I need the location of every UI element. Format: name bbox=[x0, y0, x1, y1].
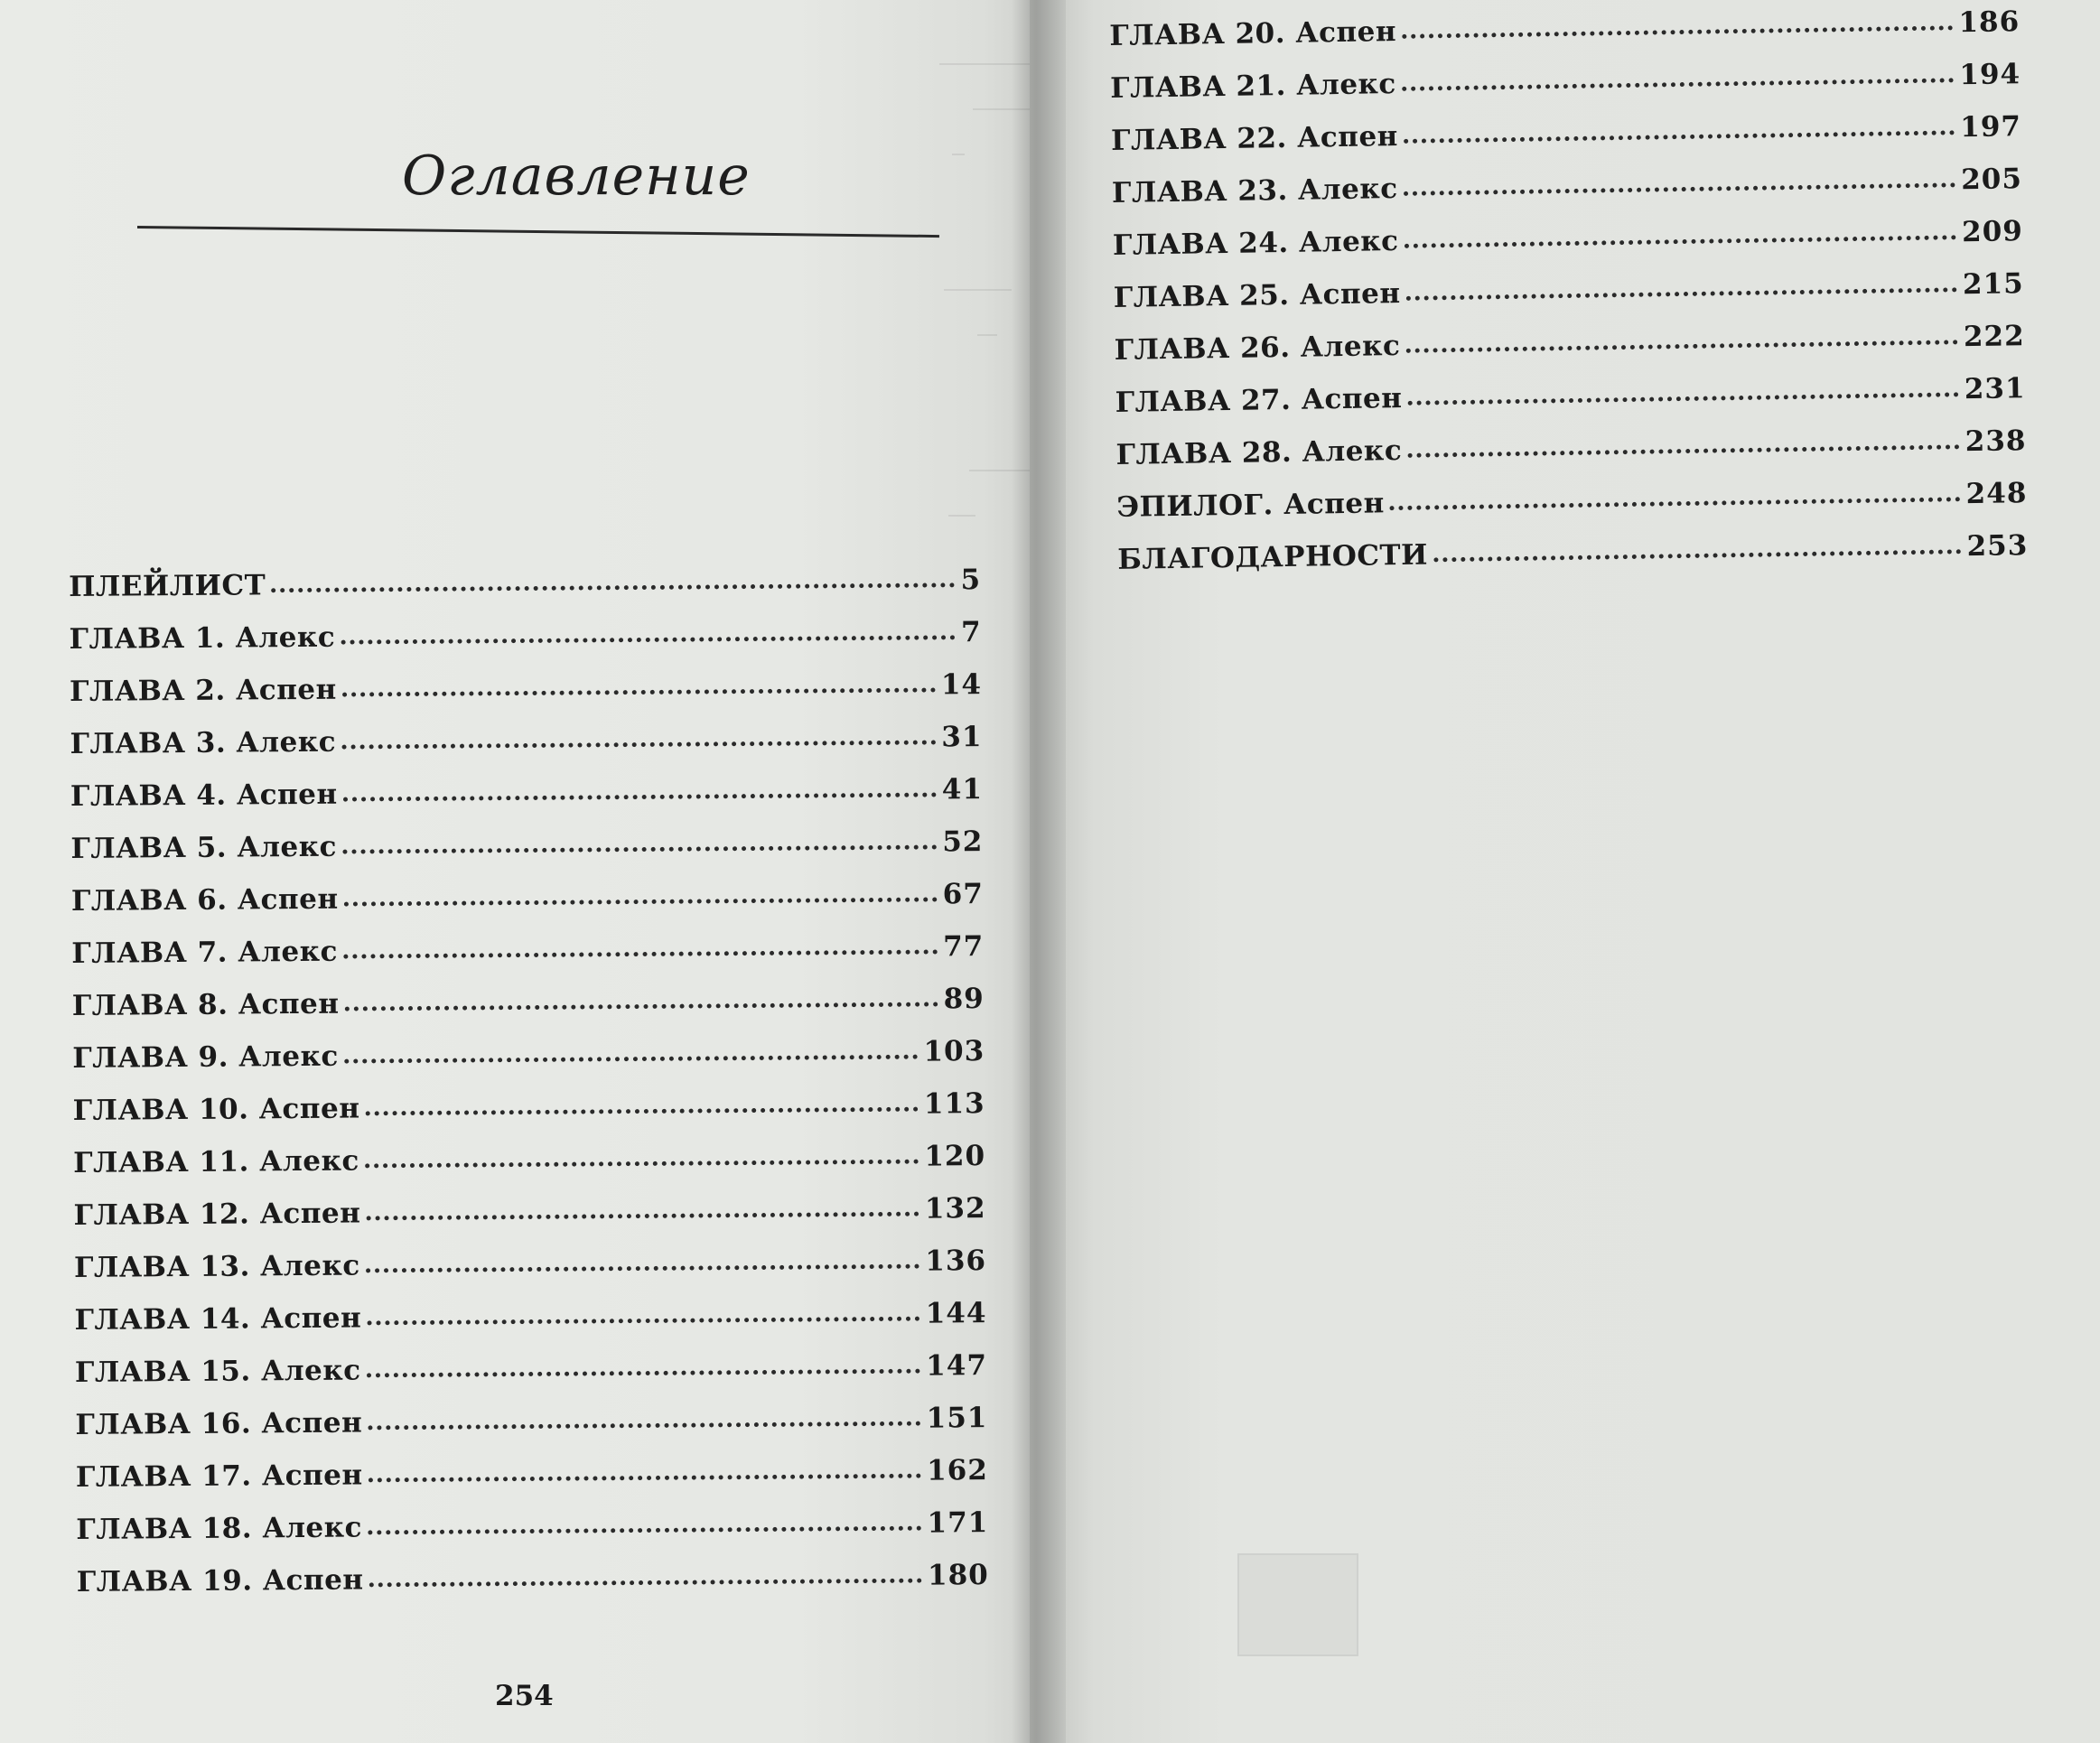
dot-leader bbox=[343, 949, 938, 958]
dot-leader bbox=[368, 1526, 922, 1535]
dot-leader bbox=[271, 583, 955, 592]
toc-heading: Оглавление bbox=[402, 144, 751, 208]
toc-entry-label: ГЛАВА 11. Алекс bbox=[73, 1144, 359, 1179]
toc-entry-page: 171 bbox=[927, 1506, 989, 1540]
toc-entry-page: 197 bbox=[1959, 110, 2022, 144]
toc-entry-label: ГЛАВА 2. Аспен bbox=[69, 673, 337, 708]
toc-entry-label: ГЛАВА 12. Аспен bbox=[73, 1197, 361, 1232]
toc-entry-page: 231 bbox=[1964, 372, 2026, 406]
toc-entry-label: ГЛАВА 1. Алекс bbox=[69, 620, 336, 656]
dot-leader bbox=[1407, 392, 1959, 405]
toc-entry bbox=[74, 1297, 986, 1356]
toc-entry-label: ГЛАВА 21. Алекс bbox=[1109, 68, 1397, 105]
toc-entry-label: ГЛАВА 5. Алекс bbox=[70, 830, 338, 865]
toc-entry-label: ГЛАВА 18. Алекс bbox=[76, 1511, 363, 1546]
dot-leader bbox=[341, 740, 936, 749]
dot-leader bbox=[343, 792, 937, 801]
show-through-line bbox=[944, 289, 1012, 291]
dot-leader bbox=[1402, 78, 1955, 91]
dot-leader bbox=[1407, 444, 1960, 458]
dot-leader bbox=[1405, 340, 1958, 353]
toc-entry-page: 180 bbox=[927, 1559, 989, 1592]
toc-entry bbox=[72, 1035, 985, 1095]
toc-entry bbox=[70, 773, 983, 833]
book-gutter bbox=[1012, 0, 1066, 1743]
toc-entry-label: БЛАГОДАРНОСТИ bbox=[1117, 538, 1429, 576]
toc-entry-label: ГЛАВА 26. Алекс bbox=[1114, 329, 1401, 367]
toc-entry-page: 248 bbox=[1965, 477, 2028, 511]
dot-leader bbox=[366, 1264, 920, 1273]
dot-leader bbox=[1402, 25, 1954, 39]
show-through-line bbox=[977, 334, 997, 336]
toc-entry bbox=[72, 983, 985, 1042]
toc-entry bbox=[71, 930, 984, 990]
toc-entry-page: 136 bbox=[925, 1244, 987, 1278]
toc-entry bbox=[73, 1192, 985, 1252]
heading-rule bbox=[137, 226, 939, 238]
dot-leader bbox=[365, 1160, 919, 1169]
dot-leader bbox=[369, 1579, 923, 1588]
toc-entry-page: 67 bbox=[942, 878, 984, 911]
toc-entry-page: 120 bbox=[924, 1140, 986, 1173]
dot-leader bbox=[344, 1002, 938, 1011]
toc-entry-page: 113 bbox=[923, 1087, 985, 1121]
toc-list-left bbox=[69, 564, 989, 1618]
toc-entry-page: 151 bbox=[926, 1402, 988, 1435]
toc-entry bbox=[76, 1506, 988, 1566]
dot-leader bbox=[365, 1107, 919, 1116]
dot-leader bbox=[366, 1212, 919, 1221]
dot-leader bbox=[1405, 235, 1957, 248]
toc-entry bbox=[74, 1244, 986, 1304]
toc-entry-page: 253 bbox=[1966, 529, 2029, 564]
toc-entry-page: 132 bbox=[924, 1192, 986, 1226]
toc-entry-label: ГЛАВА 16. Аспен bbox=[75, 1406, 363, 1441]
toc-entry-page: 162 bbox=[926, 1454, 988, 1487]
toc-entry-page: 89 bbox=[943, 983, 985, 1016]
toc-entry bbox=[70, 668, 982, 728]
toc-entry bbox=[69, 564, 981, 623]
toc-entry bbox=[77, 1559, 989, 1618]
dot-leader bbox=[1404, 182, 1956, 196]
dot-leader bbox=[342, 844, 937, 853]
dot-leader bbox=[1433, 549, 1962, 562]
toc-entry-label: ГЛАВА 10. Аспен bbox=[72, 1092, 360, 1127]
toc-entry-page: 103 bbox=[923, 1035, 985, 1068]
dot-leader bbox=[369, 1474, 922, 1483]
toc-entry-label: ГЛАВА 13. Алекс bbox=[73, 1249, 360, 1284]
toc-entry-page: 14 bbox=[940, 668, 983, 702]
toc-entry-page: 147 bbox=[926, 1349, 988, 1383]
toc-entry bbox=[70, 721, 982, 780]
dot-leader bbox=[342, 687, 936, 696]
dot-leader bbox=[1390, 497, 1961, 510]
toc-entry-label: ГЛАВА 6. Аспен bbox=[70, 882, 339, 918]
toc-entry-label: ГЛАВА 15. Алекс bbox=[74, 1354, 361, 1389]
toc-entry-page: 52 bbox=[942, 825, 984, 859]
toc-entry-label: ЭПИЛОГ. Аспен bbox=[1116, 487, 1386, 524]
show-through-line bbox=[952, 154, 965, 155]
toc-entry-page: 31 bbox=[941, 721, 983, 754]
toc-entry bbox=[70, 825, 983, 885]
dot-leader bbox=[344, 897, 938, 906]
toc-entry-label: ГЛАВА 17. Аспен bbox=[75, 1459, 363, 1494]
toc-entry-page: 186 bbox=[1958, 5, 2021, 40]
dot-leader bbox=[368, 1421, 921, 1431]
toc-entry-page: 215 bbox=[1962, 267, 2024, 302]
toc-entry-page: 205 bbox=[1960, 163, 2023, 197]
dot-leader bbox=[367, 1369, 921, 1378]
toc-entry bbox=[71, 878, 984, 937]
toc-entry-page: 194 bbox=[1959, 58, 2021, 92]
toc-entry-label: ГЛАВА 14. Аспен bbox=[74, 1301, 362, 1337]
toc-entry-page: 209 bbox=[1961, 215, 2024, 249]
toc-entry bbox=[76, 1454, 988, 1514]
toc-entry-page: 41 bbox=[941, 773, 984, 806]
toc-entry bbox=[75, 1402, 987, 1461]
toc-entry-page: 222 bbox=[1963, 320, 2025, 354]
show-through-line bbox=[948, 515, 975, 517]
toc-entry bbox=[75, 1349, 987, 1409]
page-number: 254 bbox=[495, 1680, 554, 1712]
toc-entry bbox=[73, 1140, 985, 1199]
dot-leader bbox=[367, 1317, 920, 1326]
dot-leader bbox=[1404, 130, 1955, 144]
dot-leader bbox=[344, 1055, 919, 1064]
toc-entry-label: ГЛАВА 9. Алекс bbox=[72, 1039, 339, 1075]
toc-entry bbox=[69, 616, 981, 676]
toc-entry-label: ГЛАВА 3. Алекс bbox=[70, 725, 337, 760]
toc-entry-label: ГЛАВА 8. Аспен bbox=[71, 987, 340, 1022]
toc-entry-label: ГЛАВА 7. Алекс bbox=[71, 935, 339, 970]
toc-entry-page: 5 bbox=[960, 564, 982, 597]
toc-entry-label: ГЛАВА 19. Аспен bbox=[76, 1563, 364, 1599]
dot-leader bbox=[1406, 287, 1958, 301]
toc-entry-page: 144 bbox=[925, 1297, 987, 1330]
toc-list-right bbox=[1109, 5, 2029, 596]
toc-entry-label: ПЛЕЙЛИСТ bbox=[69, 569, 266, 603]
toc-entry-label: ГЛАВА 24. Алекс bbox=[1112, 224, 1399, 262]
toc-entry-page: 77 bbox=[943, 930, 985, 964]
toc-entry-label: ГЛАВА 20. Аспен bbox=[1109, 15, 1397, 52]
toc-entry-label: ГЛАВА 25. Аспен bbox=[1113, 276, 1401, 314]
toc-entry-page: 238 bbox=[1965, 424, 2027, 459]
toc-entry-label: ГЛАВА 4. Аспен bbox=[70, 778, 338, 813]
show-through-stamp bbox=[1237, 1553, 1358, 1656]
toc-entry-label: ГЛАВА 22. Аспен bbox=[1110, 119, 1399, 157]
toc-entry bbox=[73, 1087, 985, 1147]
toc-entry-page: 7 bbox=[960, 616, 982, 649]
toc-entry-label: ГЛАВА 28. Алекс bbox=[1115, 433, 1403, 471]
dot-leader bbox=[341, 635, 956, 644]
toc-entry-label: ГЛАВА 23. Алекс bbox=[1111, 172, 1398, 210]
toc-entry-label: ГЛАВА 27. Аспен bbox=[1115, 381, 1403, 419]
